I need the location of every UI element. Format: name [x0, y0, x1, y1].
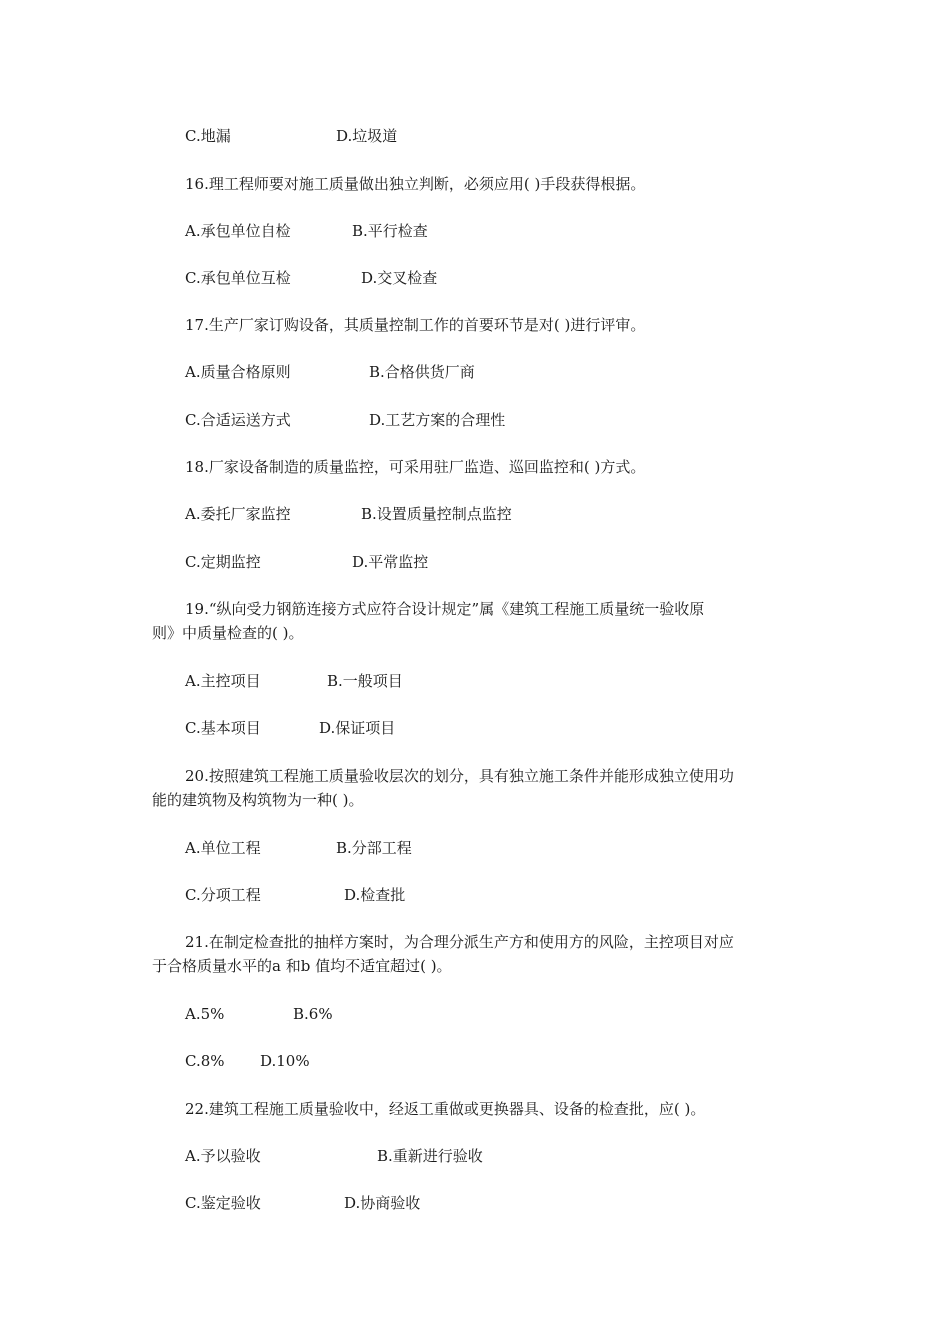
- question-text: 16.理工程师要对施工质量做出独立判断，必须应用( )手段获得根据。: [185, 175, 646, 193]
- question-text: 20.按照建筑工程施工质量验收层次的划分，具有独立施工条件并能形成独立使用功: [185, 767, 734, 785]
- question-text-continued: 则》中质量检查的( )。: [152, 624, 304, 642]
- option-text: C.定期监控: [185, 553, 261, 571]
- option-text: B.合格供货厂商: [369, 363, 475, 381]
- option-text: D.交叉检查: [361, 269, 438, 287]
- option-text: C.8%: [185, 1052, 225, 1070]
- option-text: B.6%: [293, 1005, 333, 1023]
- option-text: B.设置质量控制点监控: [361, 505, 512, 523]
- option-text: C.地漏: [185, 127, 231, 145]
- question-text: 22.建筑工程施工质量验收中，经返工重做或更换器具、设备的检查批，应( )。: [185, 1100, 706, 1118]
- option-text: A.单位工程: [185, 839, 261, 857]
- option-text: D.保证项目: [319, 719, 396, 737]
- option-text: B.分部工程: [336, 839, 412, 857]
- question-text-continued: 能的建筑物及构筑物为一种( )。: [152, 791, 364, 809]
- option-text: C.承包单位互检: [185, 269, 291, 287]
- option-text: D.垃圾道: [336, 127, 398, 145]
- option-text: D.协商验收: [344, 1194, 421, 1212]
- option-text: A.主控项目: [185, 672, 261, 690]
- question-text-continued: 于合格质量水平的a 和b 值均不适宜超过( )。: [152, 957, 452, 975]
- option-text: C.合适运送方式: [185, 411, 291, 429]
- option-text: D.平常监控: [352, 553, 429, 571]
- question-text: 17.生产厂家订购设备，其质量控制工作的首要环节是对( )进行评审。: [185, 316, 646, 334]
- option-text: A.质量合格原则: [185, 363, 291, 381]
- question-text: 19.“纵向受力钢筋连接方式应符合设计规定”属《建筑工程施工质量统一验收原: [185, 600, 705, 618]
- option-text: B.平行检查: [352, 222, 428, 240]
- option-text: A.委托厂家监控: [185, 505, 291, 523]
- option-text: C.分项工程: [185, 886, 261, 904]
- question-text: 18.厂家设备制造的质量监控，可采用驻厂监造、巡回监控和( )方式。: [185, 458, 646, 476]
- option-text: D.10%: [260, 1052, 310, 1070]
- option-text: B.重新进行验收: [377, 1147, 483, 1165]
- option-text: A.承包单位自检: [185, 222, 291, 240]
- question-text: 21.在制定检查批的抽样方案时，为合理分派生产方和使用方的风险，主控项目对应: [185, 933, 734, 951]
- option-text: A.予以验收: [185, 1147, 261, 1165]
- option-text: C.基本项目: [185, 719, 261, 737]
- option-text: B.一般项目: [327, 672, 403, 690]
- option-text: A.5%: [185, 1005, 225, 1023]
- option-text: D.工艺方案的合理性: [369, 411, 506, 429]
- option-text: D.检查批: [344, 886, 406, 904]
- option-text: C.鉴定验收: [185, 1194, 261, 1212]
